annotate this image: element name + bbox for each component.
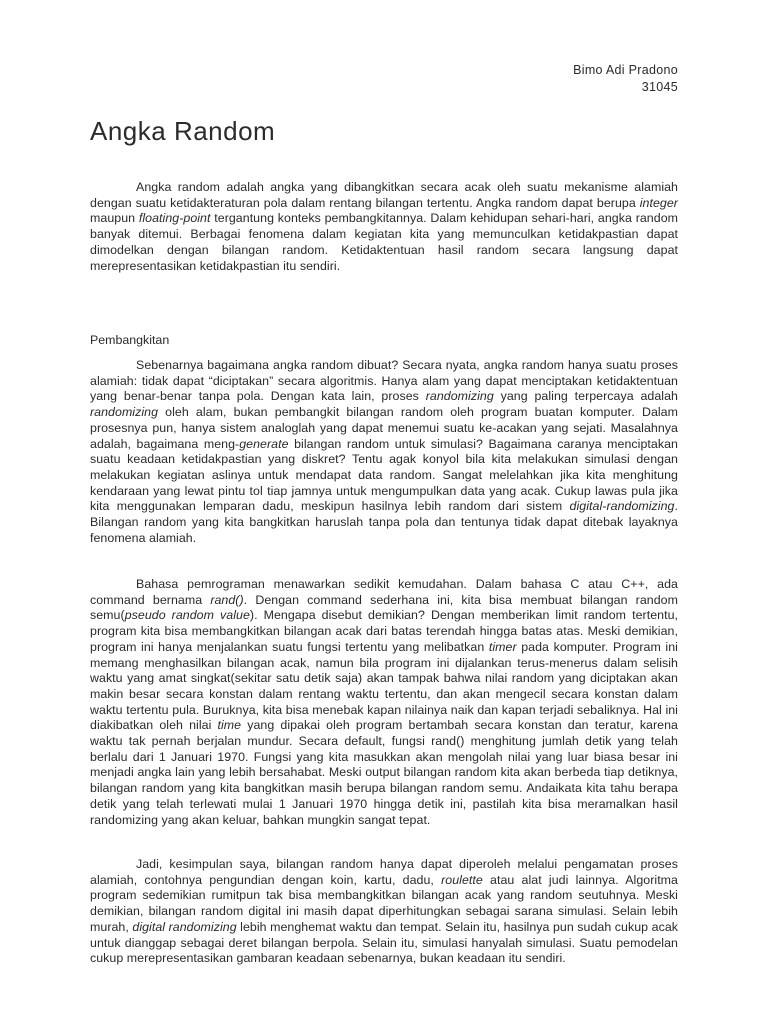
italic-term: roulette	[441, 872, 483, 887]
text-run: atau alat judi lainnya. Algoritma program sedemikian rumitpun tak bisa membangkitkan bilangan acak yang random seutuhnya. Meski demikian, bilangan random digital ini masih dapat diperhitungkan sebagai sarana simulasi. Selain lebih murah,	[90, 872, 678, 934]
italic-term: randomizing	[90, 405, 159, 420]
text-run: Jadi, kesimpulan saya, bilangan random hanya dapat diperoleh melalui pengamatan proses alamiah, contohnya pengundian dengan koin, kartu, dadu,	[90, 857, 678, 887]
italic-term: generate	[239, 436, 289, 451]
section-heading: Pembangkitan	[90, 333, 170, 347]
italic-term: time	[217, 718, 242, 733]
italic-term: floating-point	[138, 211, 211, 226]
author-id: 31045	[641, 80, 678, 94]
italic-term: timer	[488, 639, 517, 654]
intro-paragraph	[90, 180, 678, 274]
document-title: Angka Random	[90, 116, 276, 146]
body-paragraph-1	[90, 358, 678, 546]
italic-term: randomizing	[425, 389, 494, 404]
text-run: pada komputer. Program ini memang menghasilkan bilangan acak, namun bila program ini dijalankan terus-menerus dalam selisih waktu yang amat singkat(sekitar satu detik saja) akan tampak bahwa nilai random yang diciptakan akan makin besar secara konstan dalam rentang waktu tertentu, dan akan mengecil secara konstan dalam waktu tertentu pula. Buruknya, kita bisa menebak kapan nilainya naik dan kapan terjadi sebaliknya. Hal ini diakibatkan oleh nilai	[90, 639, 678, 733]
text-run: yang dipakai oleh program bertambah secara konstan dan teratur, karena waktu tak pernah berjalan mundur. Secara default, fungsi rand() menghitung jumlah detik yang telah berlalu dari 1 Januari 1970. Fungsi yang kita masukkan akan mengolah nilai yang luar biasa besar ini menjadi angka lain yang lebih bersahabat. Meski output bilangan random kita akan berbeda tiap detiknya, bilangan random yang kita bangkitkan masih berupa bilangan random semu. Andaikata kita tahu berapa detik yang telah terlewati mulai 1 Januari 1970 hingga detik ini, pastilah kita bisa meramalkan hasil randomizing yang akan keluar, bahkan mungkin sangat tepat.	[90, 718, 678, 827]
text-run: tergantung konteks pembangkitannya. Dalam kehidupan sehari-hari, angka random banyak ditemui. Berbagai fenomena dalam kegiatan kita yang memunculkan ketidakpastian dapat dimodelkan dengan bilangan random. Ketidaktentuan hasil random secara langsung dapat merepresentasikan ketidakpastian itu sendiri.	[90, 211, 679, 273]
text-run: . Dengan command sederhana ini, kita bisa membuat bilangan random semu(	[90, 592, 678, 623]
text-run: lebih menghemat waktu dan tempat. Selain itu, hasilnya pun sudah cukup acak untuk dianggap sebagai deret bilangan berpola. Selain itu, simulasi hanyalah simulasi. Suatu pemodelan cukup merepresentasikan gambaran keadaan sebenarnya, bukan keadaan itu sendiri.	[90, 919, 679, 966]
text-run: Angka random adalah angka yang dibangkitkan secara acak oleh suatu mekanisme alamiah dengan suatu ketidakteraturan pola dalam rentang bilangan tertentu. Angka random dapat berupa	[90, 180, 678, 210]
text-run: oleh alam, bukan pembangkit bilangan random oleh program buatan komputer. Dalam prosesnya pun, hanya sistem analoglah yang dapat menemui suatu ke-acakan yang sejati. Masalahnya adalah, bagaimana meng-	[90, 405, 678, 451]
text-run: ). Mengapa disebut demikian? Dengan memberikan limit random tertentu, program kita bisa membangkitkan bilangan acak dari batas terendah hingga batas atas. Meski demikian, program ini hanya menjalankan suatu fungsi tertentu yang melibatkan	[90, 608, 678, 654]
author-block	[573, 62, 678, 96]
text-run: . Bilangan random yang kita bangkitkan haruslah tanpa pola dan tentunya tidak dapat ditebak layaknya fenomena alamiah.	[90, 499, 678, 545]
body-paragraph-2	[90, 577, 678, 828]
italic-term: rand()	[210, 592, 244, 607]
author-name: Bimo Adi Pradono	[573, 63, 678, 77]
text-run: yang paling terpercaya adalah	[493, 389, 678, 404]
text-run: maupun	[90, 211, 139, 226]
text-run: bilangan random untuk simulasi? Bagaimana caranya menciptakan suatu keadaan ketidakpastian yang diskret? Tentu agak konyol bila kita melakukan simulasi dengan melakukan kegiatan aslinya untuk mendapat data random. Sangat melelahkan jika kita menghitung kendaraan yang lewat pintu tol tiap jamnya untuk mengumpulkan data yang acak. Cukup lawas pula jika kita menggunakan lemparan dadu, meskipun hasilnya lebih random dari sistem	[90, 436, 678, 514]
italic-term: pseudo random value	[124, 608, 250, 623]
text-run: Bahasa pemrograman menawarkan sedikit kemudahan. Dalam bahasa C atau C++, ada command bernama	[90, 577, 678, 607]
text-run: Sebenarnya bagaimana angka random dibuat? Secara nyata, angka random hanya suatu proses alamiah: tidak dapat “diciptakan” secara algoritmis. Hanya alam yang dapat menciptakan ketidaktentuan yang benar-benar tanpa pola. Dengan kata lain, proses	[90, 358, 678, 404]
italic-term: digital randomizing	[132, 919, 237, 934]
body-paragraph-3	[90, 857, 678, 967]
italic-term: digital-randomizing	[569, 499, 675, 514]
italic-term: integer	[639, 195, 678, 210]
